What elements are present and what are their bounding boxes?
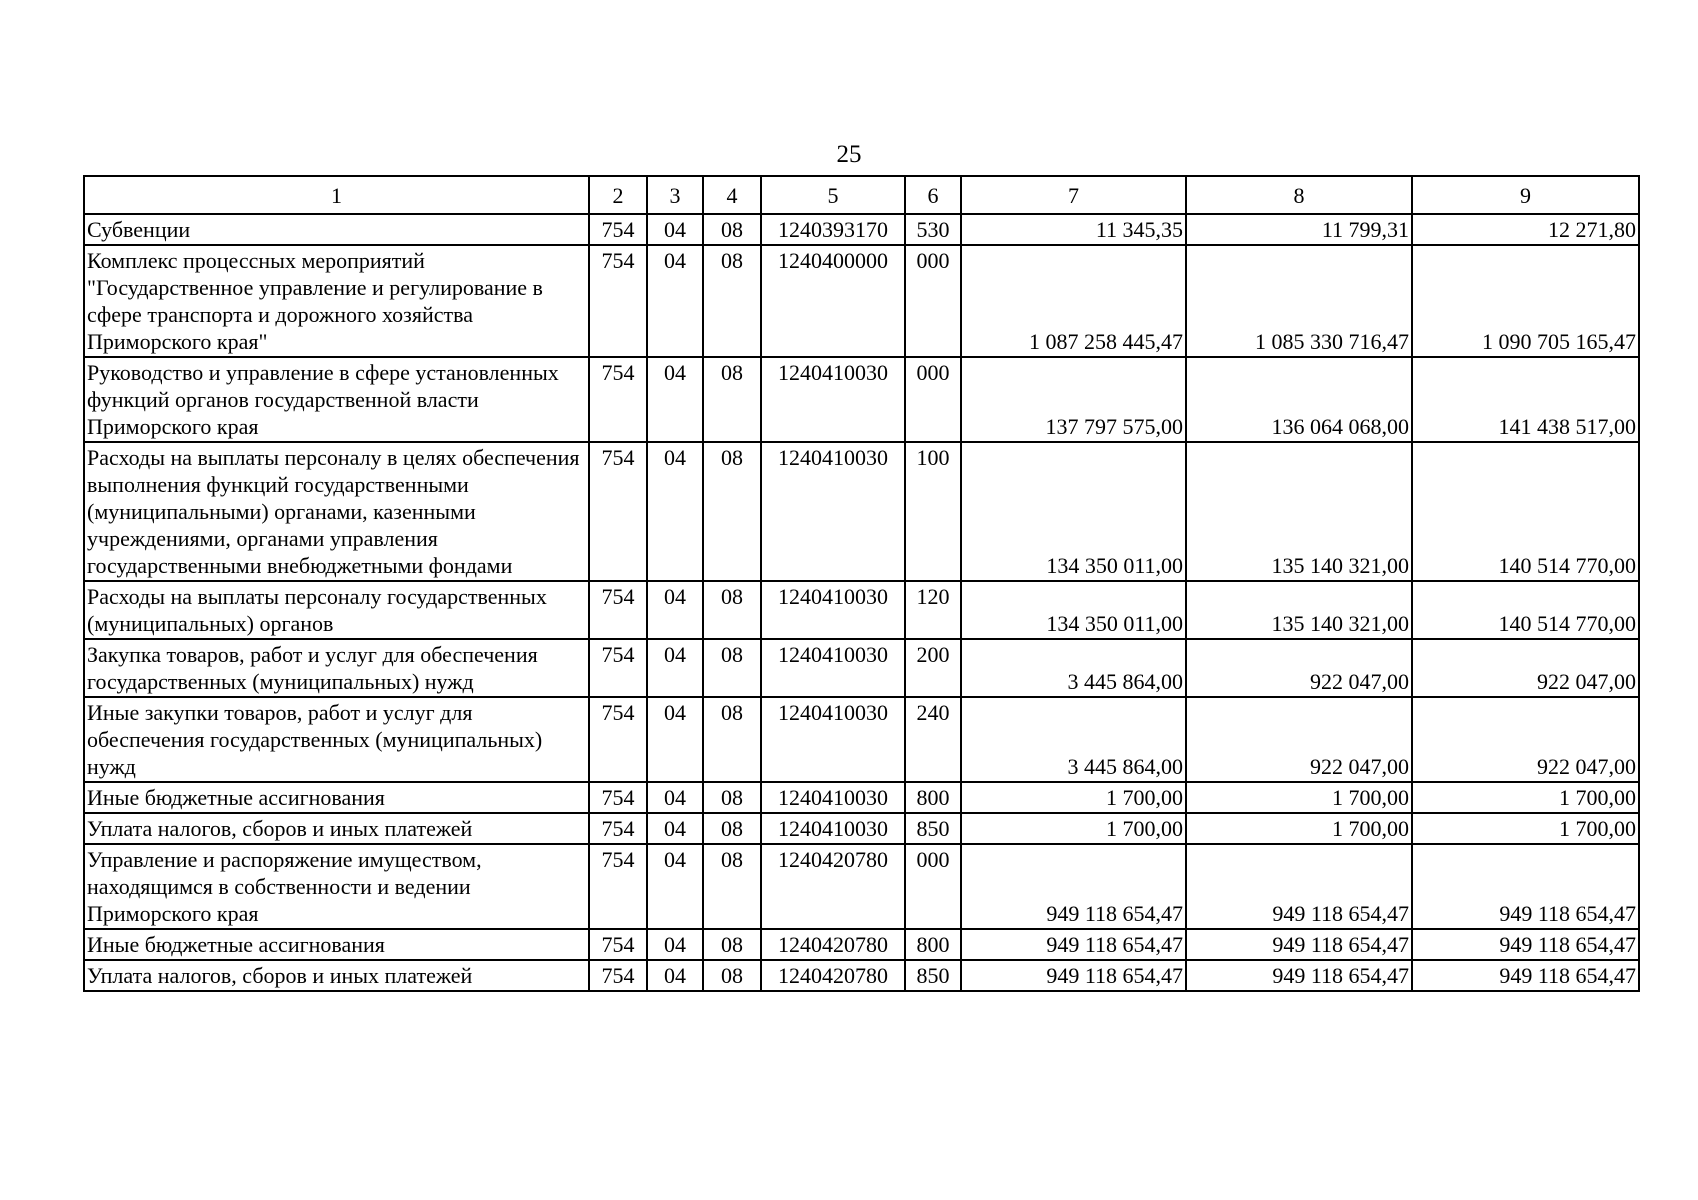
amount-col-8: 135 140 321,00 — [1186, 581, 1412, 639]
section-code: 04 — [647, 581, 703, 639]
section-code: 04 — [647, 357, 703, 442]
section-code: 04 — [647, 782, 703, 813]
column-header-7: 7 — [961, 176, 1186, 214]
amount-col-7: 949 118 654,47 — [961, 844, 1186, 929]
amount-col-7: 1 700,00 — [961, 782, 1186, 813]
table-row — [84, 639, 1639, 697]
subsection-code: 08 — [703, 697, 761, 782]
column-header-4: 4 — [703, 176, 761, 214]
subsection-code: 08 — [703, 929, 761, 960]
expense-type-code: 000 — [905, 844, 961, 929]
amount-col-7: 3 445 864,00 — [961, 639, 1186, 697]
expense-type-code: 240 — [905, 697, 961, 782]
expense-type-code: 200 — [905, 639, 961, 697]
column-header-6: 6 — [905, 176, 961, 214]
expense-type-code: 120 — [905, 581, 961, 639]
ministry-code: 754 — [589, 245, 647, 357]
expense-type-code: 100 — [905, 442, 961, 581]
amount-col-7: 11 345,35 — [961, 214, 1186, 245]
table-row — [84, 442, 1639, 581]
amount-col-8: 922 047,00 — [1186, 697, 1412, 782]
amount-col-9: 140 514 770,00 — [1412, 442, 1639, 581]
amount-col-9: 949 118 654,47 — [1412, 844, 1639, 929]
expense-type-code: 800 — [905, 929, 961, 960]
amount-col-9: 949 118 654,47 — [1412, 929, 1639, 960]
amount-col-7: 137 797 575,00 — [961, 357, 1186, 442]
ministry-code: 754 — [589, 357, 647, 442]
amount-col-7: 134 350 011,00 — [961, 442, 1186, 581]
row-name: Субвенции — [84, 214, 589, 245]
amount-col-8: 1 700,00 — [1186, 782, 1412, 813]
target-article-code: 1240410030 — [761, 639, 905, 697]
amount-col-9: 949 118 654,47 — [1412, 960, 1639, 991]
ministry-code: 754 — [589, 813, 647, 844]
table-row — [84, 844, 1639, 929]
subsection-code: 08 — [703, 245, 761, 357]
amount-col-9: 1 700,00 — [1412, 782, 1639, 813]
section-code: 04 — [647, 442, 703, 581]
row-name: Иные бюджетные ассигнования — [84, 782, 589, 813]
section-code: 04 — [647, 214, 703, 245]
amount-col-8: 949 118 654,47 — [1186, 844, 1412, 929]
amount-col-8: 1 700,00 — [1186, 813, 1412, 844]
row-name: Комплекс процессных мероприятий "Государственное управление и регулирование в сфере транспорта и дорожного хозяйства Приморского края" — [84, 245, 589, 357]
amount-col-9: 1 090 705 165,47 — [1412, 245, 1639, 357]
row-name: Расходы на выплаты персоналу в целях обеспечения выполнения функций государственными (муниципальными) органами, казенными учреждениями, органами управления государственными внебюджетными фондами — [84, 442, 589, 581]
amount-col-9: 141 438 517,00 — [1412, 357, 1639, 442]
subsection-code: 08 — [703, 813, 761, 844]
target-article-code: 1240420780 — [761, 960, 905, 991]
amount-col-8: 11 799,31 — [1186, 214, 1412, 245]
subsection-code: 08 — [703, 844, 761, 929]
amount-col-9: 12 271,80 — [1412, 214, 1639, 245]
subsection-code: 08 — [703, 581, 761, 639]
expense-type-code: 850 — [905, 813, 961, 844]
target-article-code: 1240410030 — [761, 581, 905, 639]
amount-col-7: 1 700,00 — [961, 813, 1186, 844]
target-article-code: 1240400000 — [761, 245, 905, 357]
column-header-2: 2 — [589, 176, 647, 214]
ministry-code: 754 — [589, 929, 647, 960]
column-header-8: 8 — [1186, 176, 1412, 214]
row-name: Расходы на выплаты персоналу государственных (муниципальных) органов — [84, 581, 589, 639]
section-code: 04 — [647, 697, 703, 782]
section-code: 04 — [647, 813, 703, 844]
section-code: 04 — [647, 844, 703, 929]
table-row — [84, 782, 1639, 813]
expense-type-code: 530 — [905, 214, 961, 245]
subsection-code: 08 — [703, 639, 761, 697]
expense-type-code: 800 — [905, 782, 961, 813]
ministry-code: 754 — [589, 960, 647, 991]
ministry-code: 754 — [589, 581, 647, 639]
amount-col-8: 922 047,00 — [1186, 639, 1412, 697]
subsection-code: 08 — [703, 442, 761, 581]
row-name: Уплата налогов, сборов и иных платежей — [84, 813, 589, 844]
target-article-code: 1240393170 — [761, 214, 905, 245]
section-code: 04 — [647, 245, 703, 357]
table-row — [84, 214, 1639, 245]
table-row — [84, 697, 1639, 782]
amount-col-7: 134 350 011,00 — [961, 581, 1186, 639]
target-article-code: 1240420780 — [761, 929, 905, 960]
amount-col-8: 136 064 068,00 — [1186, 357, 1412, 442]
expense-type-code: 850 — [905, 960, 961, 991]
target-article-code: 1240410030 — [761, 697, 905, 782]
target-article-code: 1240410030 — [761, 357, 905, 442]
column-header-3: 3 — [647, 176, 703, 214]
target-article-code: 1240420780 — [761, 844, 905, 929]
ministry-code: 754 — [589, 697, 647, 782]
table-row — [84, 960, 1639, 991]
ministry-code: 754 — [589, 442, 647, 581]
ministry-code: 754 — [589, 214, 647, 245]
ministry-code: 754 — [589, 844, 647, 929]
subsection-code: 08 — [703, 960, 761, 991]
amount-col-8: 949 118 654,47 — [1186, 929, 1412, 960]
row-name: Иные закупки товаров, работ и услуг для обеспечения государственных (муниципальных) нужд — [84, 697, 589, 782]
column-header-1: 1 — [84, 176, 589, 214]
row-name: Уплата налогов, сборов и иных платежей — [84, 960, 589, 991]
amount-col-9: 140 514 770,00 — [1412, 581, 1639, 639]
row-name: Управление и распоряжение имуществом, находящимся в собственности и ведении Приморского края — [84, 844, 589, 929]
section-code: 04 — [647, 929, 703, 960]
column-number-header-row — [84, 176, 1639, 214]
table-row — [84, 929, 1639, 960]
amount-col-8: 949 118 654,47 — [1186, 960, 1412, 991]
expense-type-code: 000 — [905, 357, 961, 442]
ministry-code: 754 — [589, 782, 647, 813]
row-name: Руководство и управление в сфере установленных функций органов государственной власти Приморского края — [84, 357, 589, 442]
amount-col-7: 949 118 654,47 — [961, 929, 1186, 960]
subsection-code: 08 — [703, 782, 761, 813]
subsection-code: 08 — [703, 214, 761, 245]
column-header-9: 9 — [1412, 176, 1639, 214]
ministry-code: 754 — [589, 639, 647, 697]
target-article-code: 1240410030 — [761, 442, 905, 581]
expense-type-code: 000 — [905, 245, 961, 357]
amount-col-7: 949 118 654,47 — [961, 960, 1186, 991]
section-code: 04 — [647, 960, 703, 991]
amount-col-8: 135 140 321,00 — [1186, 442, 1412, 581]
amount-col-8: 1 085 330 716,47 — [1186, 245, 1412, 357]
table-row — [84, 581, 1639, 639]
column-header-5: 5 — [761, 176, 905, 214]
subsection-code: 08 — [703, 357, 761, 442]
table-row — [84, 357, 1639, 442]
amount-col-9: 922 047,00 — [1412, 639, 1639, 697]
amount-col-7: 3 445 864,00 — [961, 697, 1186, 782]
amount-col-9: 922 047,00 — [1412, 697, 1639, 782]
amount-col-9: 1 700,00 — [1412, 813, 1639, 844]
budget-table — [83, 175, 1640, 992]
row-name: Закупка товаров, работ и услуг для обеспечения государственных (муниципальных) нужд — [84, 639, 589, 697]
row-name: Иные бюджетные ассигнования — [84, 929, 589, 960]
section-code: 04 — [647, 639, 703, 697]
page-number: 25 — [836, 141, 862, 168]
table-row — [84, 245, 1639, 357]
amount-col-7: 1 087 258 445,47 — [961, 245, 1186, 357]
table-row — [84, 813, 1639, 844]
target-article-code: 1240410030 — [761, 813, 905, 844]
target-article-code: 1240410030 — [761, 782, 905, 813]
